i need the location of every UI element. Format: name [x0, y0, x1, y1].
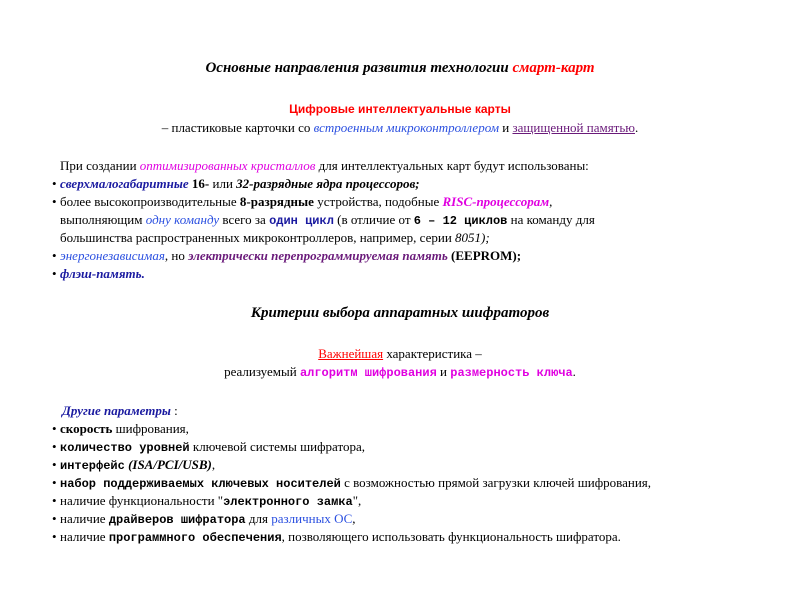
criteria-line1 [0, 346, 800, 362]
b1-ultra: сверхмалогабаритные [60, 176, 189, 191]
p4-rest: с возможностью прямой загрузки ключей шифрования, [344, 475, 652, 490]
criteria-characteristic: характеристика – [386, 346, 482, 361]
bullet-dot: • [52, 511, 57, 526]
p3-rest: , [211, 457, 216, 472]
b2-one-command: одну команду [145, 212, 220, 227]
b3-eeprom-text: электрически перепрограммируемая память [188, 248, 448, 263]
bullet-dot: • [52, 421, 57, 436]
other-params-colon: : [174, 403, 178, 418]
bullet-dot: • [52, 266, 57, 281]
criteria-and: и [440, 364, 447, 379]
smart-cards-definition [0, 120, 800, 136]
b2-l2-part4: на команду для [510, 212, 595, 227]
other-params-title: Другие параметры [62, 403, 171, 418]
bullet-dot: • [52, 457, 57, 472]
p6-part2: для [248, 511, 268, 526]
bullet-dot: • [52, 194, 57, 209]
p1-rest: шифрования, [115, 421, 189, 436]
bullet-dot: • [52, 529, 57, 544]
p6-part1: наличие [60, 511, 106, 526]
other-params-heading [62, 403, 178, 419]
list-item [52, 511, 356, 528]
def-dot: . [635, 120, 639, 135]
def-and: и [502, 120, 510, 135]
intro-part1: При создании [60, 158, 137, 173]
b1-32: 32-разрядные ядра процессоров; [236, 176, 420, 191]
b2-cycles: 6 – 12 циклов [413, 214, 508, 228]
list-item [52, 194, 552, 210]
b2-l2-part1: выполняющим [60, 212, 143, 227]
p4-bold: набор поддерживаемых ключевых носителей [60, 477, 341, 491]
p2-rest: ключевой системы шифратора, [192, 439, 365, 454]
bullet-dot: • [52, 176, 57, 191]
b3-nonvolatile: энергонезависимая [60, 248, 165, 263]
title-accent: смарт-карт [512, 60, 595, 76]
b1-16: 16- [191, 176, 210, 191]
def-dash: – пластиковые карточки со [161, 120, 311, 135]
b2-l2-part3: (в отличие от [337, 212, 411, 227]
def-protected-memory: защищенной памятью [512, 120, 635, 135]
b2-8051: 8051); [455, 230, 490, 245]
b3-but: , но [164, 248, 185, 263]
p7-bold: программного обеспечения [108, 531, 282, 545]
def-embedded: встроенным микроконтроллером [313, 120, 499, 135]
intro-line [60, 158, 589, 174]
b2-l2-part2: всего за [222, 212, 266, 227]
smart-cards-heading: Цифровые интеллектуальные карты [289, 102, 511, 116]
b2-l3-part1: большинства распространенных микроконтроллеров, например, серии [60, 230, 452, 245]
b2-one-cycle: один цикл [269, 214, 334, 228]
p7-part1: наличие [60, 529, 106, 544]
p5-bold: электронного замка [223, 495, 353, 509]
list-item [52, 457, 215, 474]
list-item-continuation [60, 230, 490, 246]
list-item [52, 529, 621, 546]
criteria-dot: . [572, 364, 576, 379]
p6-bold: драйверов шифратора [108, 513, 246, 527]
criteria-key-size: размерность ключа [450, 366, 573, 380]
criteria-line2 [0, 364, 800, 381]
bullet-dot: • [52, 248, 57, 263]
p3-italic: (ISA/PCI/USB) [128, 457, 212, 472]
b4-flash: флэш-память. [60, 266, 145, 281]
bullet-dot: • [52, 475, 57, 490]
list-item-continuation [60, 212, 595, 229]
bullet-dot: • [52, 493, 57, 508]
list-item [52, 493, 361, 510]
b2-risc: RISC-процессорам [442, 194, 550, 209]
p1-bold: скорость [60, 421, 113, 436]
b2-8bit: 8-разрядные [239, 194, 314, 209]
list-item [52, 266, 145, 282]
p3-bold: интерфейс [60, 459, 125, 473]
p5-part1: наличие функциональности " [60, 493, 224, 508]
list-item [52, 439, 365, 456]
intro-optimized: оптимизированных кристаллов [139, 158, 316, 173]
criteria-implemented: реализуемый [224, 364, 297, 379]
p2-bold: количество уровней [60, 441, 190, 455]
b2-part1: более высокопроизводительные [60, 194, 237, 209]
list-item [52, 176, 420, 192]
b2-part2: устройства, подобные [317, 194, 440, 209]
list-item [52, 421, 189, 437]
bullet-dot: • [52, 439, 57, 454]
intro-part2: для интеллектуальных карт будут использованы: [318, 158, 589, 173]
b2-comma: , [549, 194, 553, 209]
p7-part2: , позволяющего использовать функциональность шифратора. [281, 529, 621, 544]
criteria-heading: Критерии выбора аппаратных шифраторов [250, 305, 550, 321]
p5-part2: ", [352, 493, 362, 508]
b3-eeprom: (EEPROM); [451, 248, 522, 263]
slide-title [0, 60, 800, 76]
p6-os: различных ОС [271, 511, 353, 526]
p6-part3: , [352, 511, 356, 526]
title-main: Основные направления развития технологии [205, 60, 509, 76]
list-item [52, 248, 521, 264]
criteria-most-important: Важнейшая [318, 346, 384, 361]
list-item [52, 475, 651, 492]
criteria-algorithm: алгоритм шифрования [299, 366, 437, 380]
b1-or: или [212, 176, 233, 191]
